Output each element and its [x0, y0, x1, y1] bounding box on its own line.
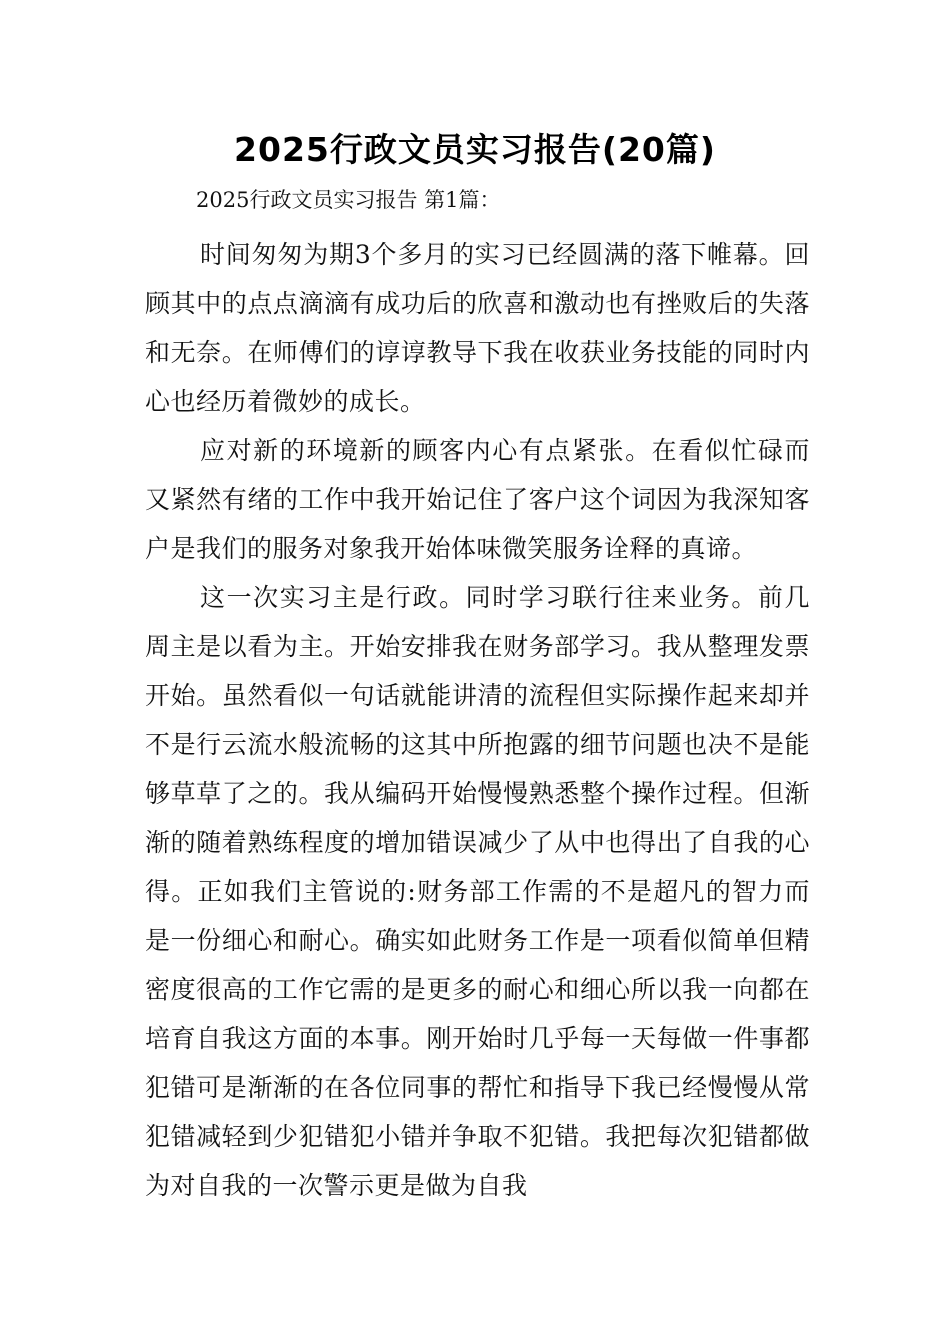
section-heading: 2025行政文员实习报告 第1篇：: [196, 188, 501, 212]
paragraph: 时间匆匆为期3个多月的实习已经圆满的落下帷幕。回顾其中的点点滴滴有成功后的欣喜和激动也有挫败后的失落和无奈。在师傅们的谆谆教导下我在收获业务技能的同时内心也经历着微妙的成长。: [145, 240, 810, 416]
paragraph: 应对新的环境新的顾客内心有点紧张。在看似忙碌而又紧然有绪的工作中我开始记住了客户这个词因为我深知客户是我们的服务对象我开始体味微笑服务诠释的真谛。: [145, 436, 810, 563]
document-body: [145, 230, 810, 1210]
document-title: 2025行政文员实习报告(20篇): [234, 130, 716, 169]
paragraph: 这一次实习主是行政。同时学习联行往来业务。前几周主是以看为主。开始安排我在财务部学习。我从整理发票开始。虽然看似一句话就能讲清的流程但实际操作起来却并不是行云流水般流畅的这其中所抱露的细节问题也决不是能够草草了之的。我从编码开始慢慢熟悉整个操作过程。但渐渐的随着熟练程度的增加错误减少了从中也得出了自我的心得。正如我们主管说的:财务部工作需的不是超凡的智力而是一份细心和耐心。确实如此财务工作是一项看似简单但精密度很高的工作它需的是更多的耐心和细心所以我一向都在培育自我这方面的本事。刚开始时几乎每一天每做一件事都犯错可是渐渐的在各位同事的帮忙和指导下我已经慢慢从常犯错减轻到少犯错犯小错并争取不犯错。我把每次犯错都做为对自我的一次警示更是做为自我: [145, 583, 810, 1200]
